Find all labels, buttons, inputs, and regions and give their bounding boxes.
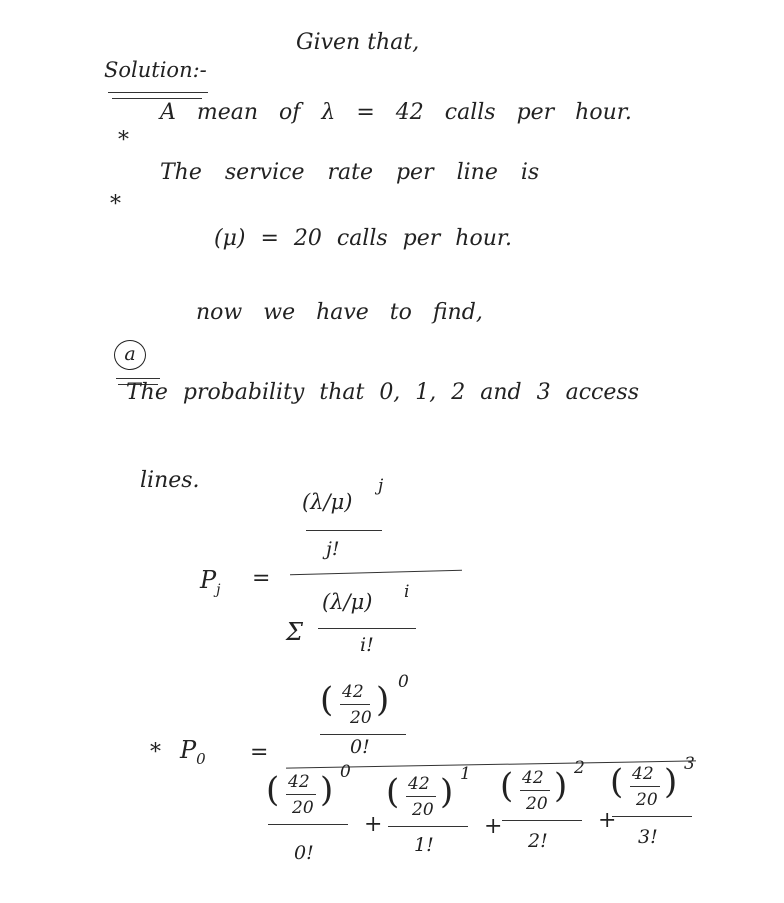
term-den: 20	[636, 790, 658, 810]
part-a-line-1: now we have to find,	[196, 300, 483, 325]
given-bullet-2: *	[110, 192, 121, 217]
term-inner-bar	[502, 820, 582, 821]
term-open-paren: (	[610, 762, 624, 802]
term-close-paren: )	[554, 766, 568, 806]
pj-sigma: Σ	[286, 618, 303, 646]
pj-den-exp: i	[404, 582, 410, 602]
p0-top-den: 20	[350, 708, 372, 728]
pj-den-fact: i!	[360, 634, 374, 656]
term-frac-bar	[286, 794, 316, 795]
pj-den-inner-bar	[318, 628, 416, 629]
term-den: 20	[526, 794, 548, 814]
part-a-marker: a	[114, 340, 146, 370]
term-exp: 2	[574, 758, 585, 778]
term-num: 42	[288, 772, 310, 792]
term-open-paren: (	[266, 770, 280, 810]
p0-top-open-paren: (	[320, 680, 334, 720]
pj-num-fact: j!	[326, 538, 340, 560]
term-fact: 2!	[528, 830, 548, 852]
given-heading: Given that,	[296, 30, 420, 55]
given-line-2: The service rate per line is	[160, 160, 540, 185]
p0-equals: =	[250, 740, 269, 765]
term-close-paren: )	[320, 770, 334, 810]
p0-top-inner-bar	[320, 734, 406, 735]
part-a-line-3: lines.	[140, 468, 200, 493]
pj-main-bar	[290, 570, 462, 576]
plus-sign: +	[484, 814, 503, 839]
p0-top-num: 42	[342, 682, 364, 702]
term-open-paren: (	[386, 772, 400, 812]
p0-symbol	[180, 736, 206, 768]
part-a-underline	[116, 378, 160, 379]
solution-underline	[108, 92, 208, 93]
term-fact: 3!	[638, 826, 658, 848]
solution-label: Solution:-	[104, 58, 207, 82]
term-den: 20	[412, 800, 434, 820]
term-frac-bar	[630, 786, 660, 787]
term-exp: 1	[460, 764, 471, 784]
given-bullet-1: *	[118, 128, 129, 153]
term-num: 42	[522, 768, 544, 788]
given-line-3: (μ) = 20 calls per hour.	[214, 226, 512, 251]
term-den: 20	[292, 798, 314, 818]
term-fact: 1!	[414, 834, 434, 856]
term-num: 42	[632, 764, 654, 784]
term-num: 42	[408, 774, 430, 794]
plus-sign: +	[598, 808, 617, 833]
part-a-line-2: The probability that 0, 1, 2 and 3 access	[126, 380, 639, 405]
p0-top-frac-bar	[340, 704, 370, 705]
p0-subscript: 0	[196, 749, 206, 768]
given-line-1: A mean of λ = 42 calls per hour.	[160, 100, 632, 125]
term-inner-bar	[612, 816, 692, 817]
term-inner-bar	[268, 824, 348, 825]
pj-den-base: (λ/μ)	[322, 590, 373, 614]
p0-bullet: *	[150, 740, 161, 765]
term-fact: 0!	[294, 842, 314, 864]
term-close-paren: )	[440, 772, 454, 812]
term-frac-bar	[406, 796, 436, 797]
p0-top-close-paren: )	[376, 680, 390, 720]
plus-sign: +	[364, 812, 383, 837]
term-close-paren: )	[664, 762, 678, 802]
pj-p: P	[200, 566, 217, 594]
solution-underline-2	[112, 98, 202, 99]
p0-top-exp: 0	[398, 672, 409, 692]
term-frac-bar	[520, 790, 550, 791]
pj-num-base: (λ/μ)	[302, 490, 353, 514]
term-open-paren: (	[500, 766, 514, 806]
pj-num-inner-bar	[306, 530, 382, 531]
term-inner-bar	[388, 826, 468, 827]
pj-equals: =	[252, 566, 271, 591]
pj-num-exp: j	[378, 476, 384, 496]
pj-symbol	[200, 566, 221, 598]
p0-top-fact: 0!	[350, 736, 370, 758]
term-exp: 0	[340, 762, 351, 782]
term-exp: 3	[684, 754, 695, 774]
p0-p: P	[180, 736, 197, 764]
pj-subscript: j	[216, 581, 221, 598]
